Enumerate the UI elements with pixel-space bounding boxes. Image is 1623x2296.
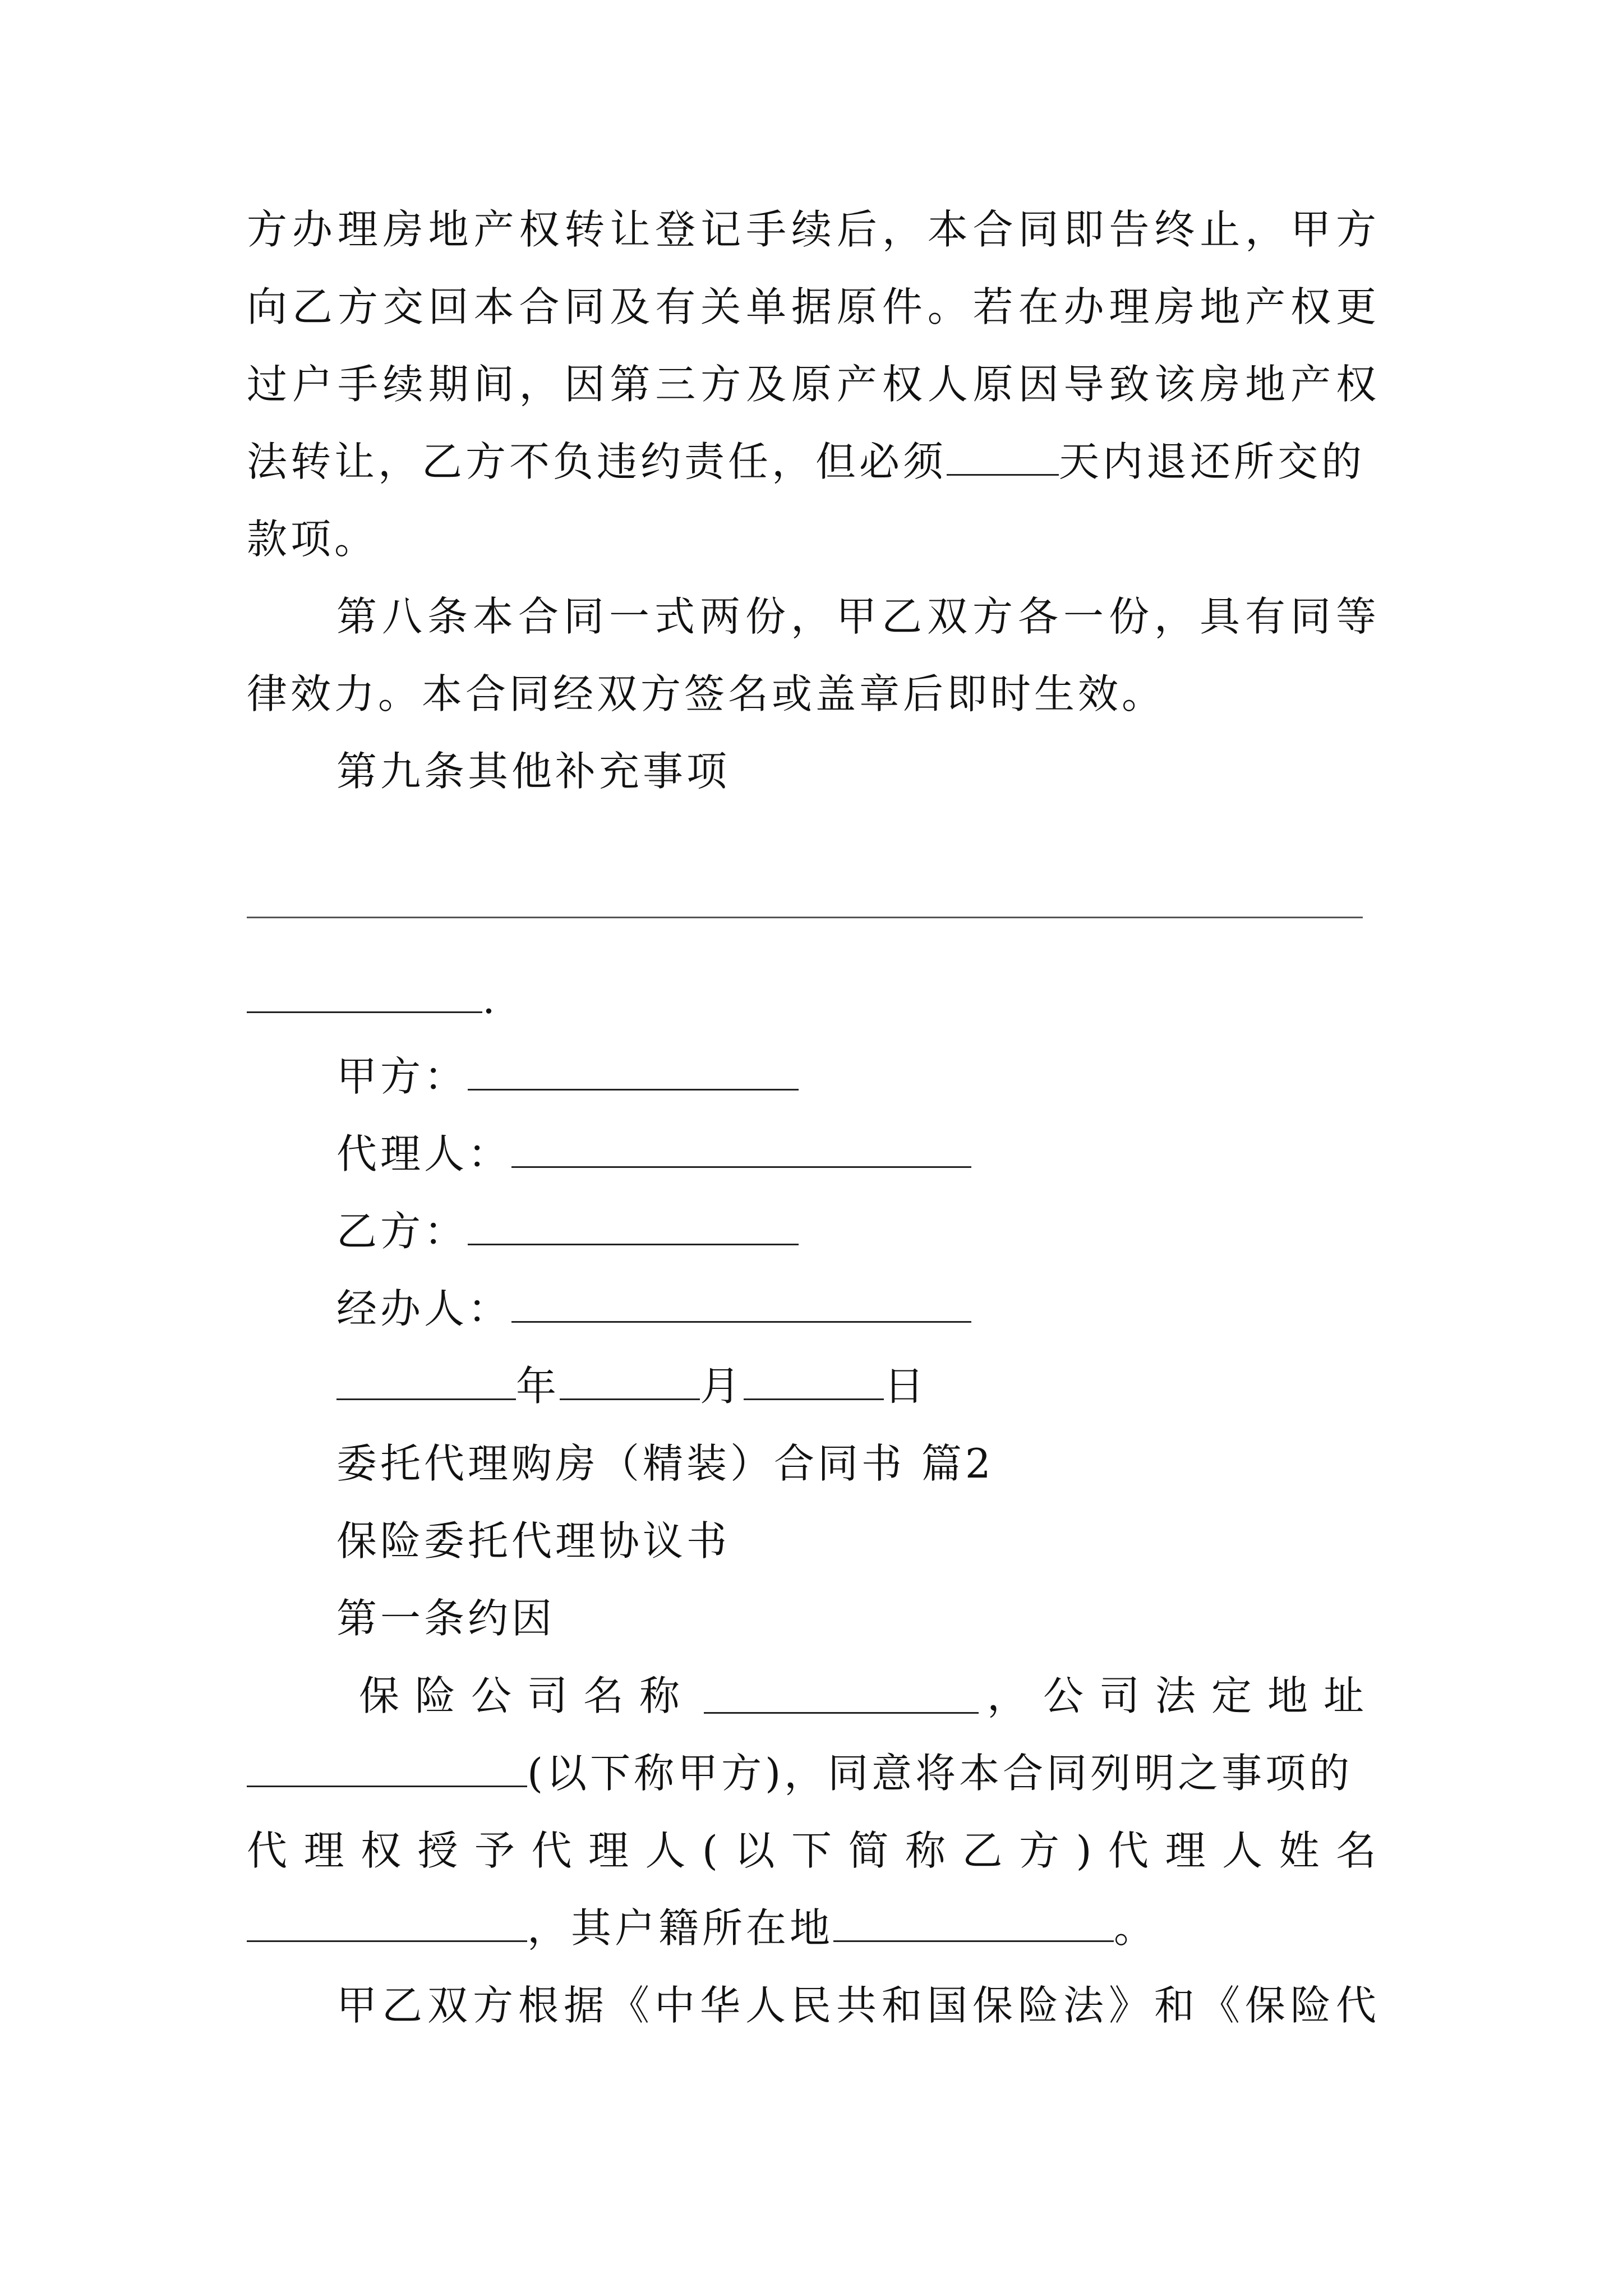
signature-handler — [247, 1270, 1380, 1347]
address-blank — [247, 1752, 527, 1787]
year-label: 年 — [516, 1363, 560, 1410]
text-segment: 。 — [1114, 1904, 1158, 1952]
paragraph-line: 款项。 — [247, 516, 379, 563]
party-a-blank — [468, 1055, 799, 1091]
handler-blank — [511, 1287, 971, 1323]
paragraph-line: 过户手续期间，因第三方及原产权人原因导致该房地产权 — [247, 361, 1380, 408]
text-segment: 法转让，乙方不负违约责任，但必须 — [247, 438, 947, 485]
end-mark: . — [482, 976, 499, 1023]
agent-label: 代理人： — [336, 1130, 512, 1177]
supplement-line — [247, 883, 1380, 960]
signature-party-b — [247, 1193, 1380, 1270]
agent-name-blank — [247, 1907, 527, 1942]
company-name-blank — [704, 1678, 979, 1714]
supplement-blank — [247, 978, 482, 1013]
signature-agent — [247, 1115, 1380, 1193]
spacer — [247, 810, 1380, 883]
signature-party-a — [247, 1038, 1380, 1115]
year-blank — [336, 1365, 516, 1400]
domicile-blank — [833, 1907, 1114, 1942]
party-b-blank — [468, 1210, 799, 1245]
text-segment: 天内退还所交的 — [1059, 438, 1366, 485]
text-segment: (以下称甲方)，同意将本合同列明之事项的 — [527, 1750, 1353, 1797]
article-9-title: 第九条其他补充事项 — [336, 748, 731, 795]
article-8-line: 第八条本合同一式两份，甲乙双方各一份，具有同等 — [336, 593, 1380, 640]
agreement-title: 保险委托代理协议书 — [336, 1517, 731, 1565]
paragraph-line: 方办理房地产权转让登记手续后，本合同即告终止，甲方 — [247, 206, 1380, 253]
section-heading: 委托代理购房（精装）合同书 篇2 — [336, 1440, 994, 1487]
article-8-line: 律效力。本合同经双方签名或盖章后即时生效。 — [247, 670, 1166, 717]
paragraph-line-with-blank — [247, 423, 1380, 500]
article-1-title: 第一条约因 — [336, 1595, 556, 1642]
month-label: 月 — [700, 1363, 744, 1410]
agent-blank — [511, 1133, 971, 1168]
text-segment: ，其户籍所在地 — [527, 1904, 834, 1952]
clause-line: 甲乙双方根据《中华人民共和国保险法》和《保险代 — [336, 1982, 1380, 2029]
clause-line — [247, 1889, 1380, 1967]
supplement-line-end — [247, 960, 1380, 1038]
party-a-label: 甲方： — [336, 1053, 468, 1100]
clause-line: 代理权授予代理人(以下简称乙方)代理人姓名 — [247, 1827, 1380, 1874]
paragraph-line: 向乙方交回本合同及有关单据原件。若在办理房地产权更 — [247, 283, 1380, 330]
supplement-rule — [247, 917, 1363, 918]
signature-date — [247, 1347, 1380, 1425]
clause-line — [247, 1657, 1380, 1734]
day-blank — [744, 1365, 884, 1400]
clause-line — [247, 1734, 1380, 1812]
text-segment: ，公司法定地址 — [986, 1672, 1380, 1719]
month-blank — [560, 1365, 700, 1400]
day-label: 日 — [884, 1363, 928, 1410]
handler-label: 经办人： — [336, 1285, 512, 1332]
text-segment: 保险公司名称 — [359, 1672, 696, 1719]
document-body — [247, 191, 1380, 2044]
party-b-label: 乙方： — [336, 1208, 468, 1255]
days-blank — [947, 440, 1059, 476]
